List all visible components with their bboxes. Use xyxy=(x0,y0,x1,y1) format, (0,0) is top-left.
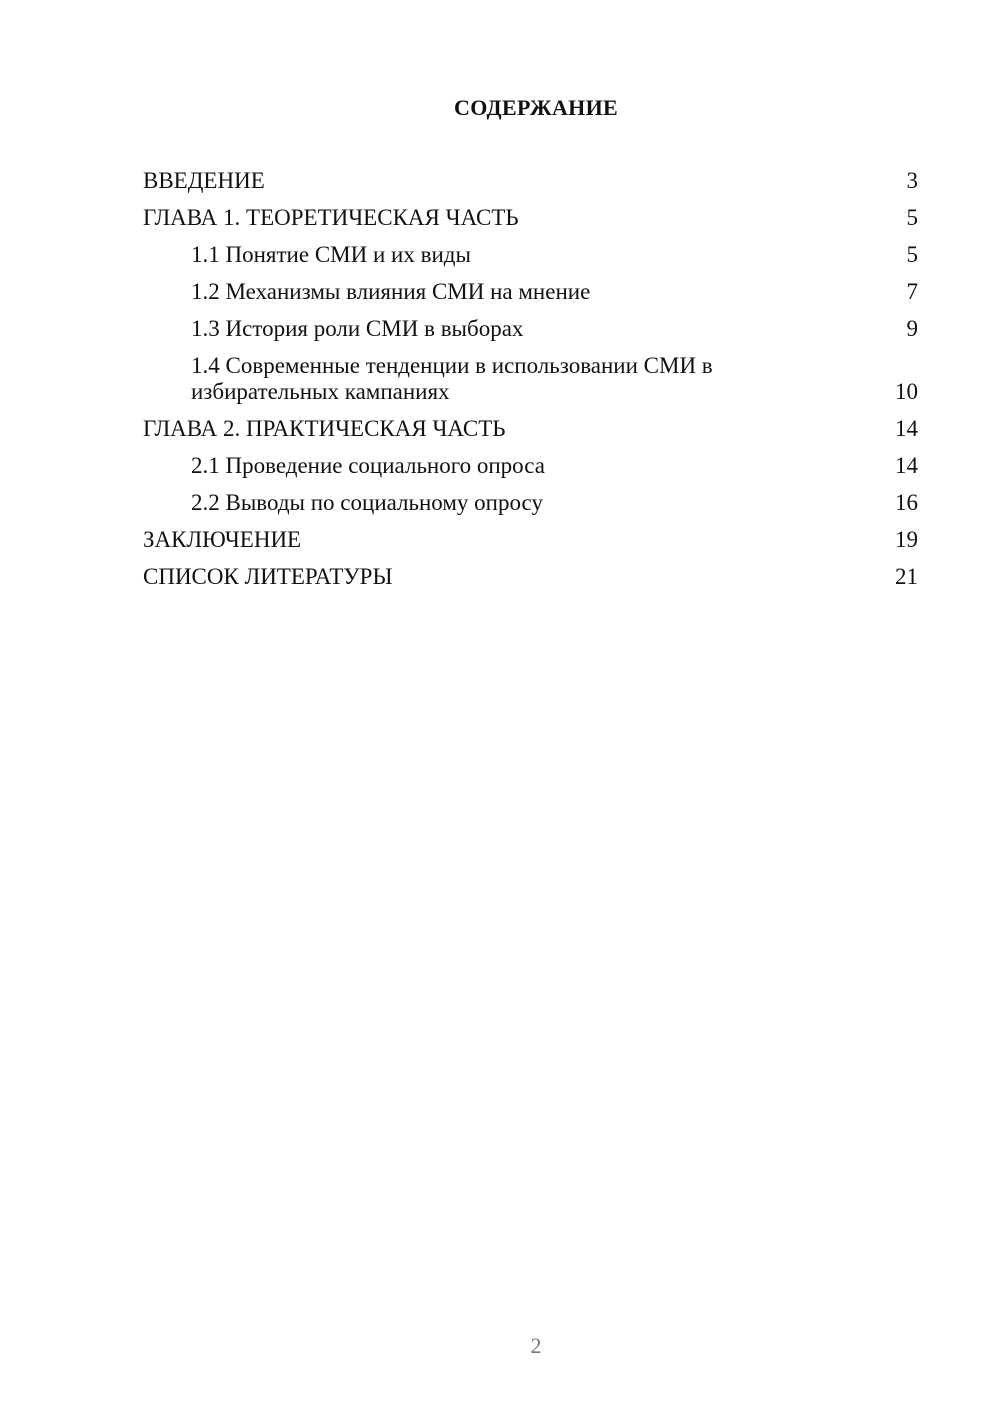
toc-entry-introduction[interactable] xyxy=(143,168,918,194)
toc-entry-section-1-1[interactable] xyxy=(143,242,918,268)
toc-entry-title: 1.1 Понятие СМИ и их виды xyxy=(191,242,471,267)
toc-entry-references[interactable] xyxy=(143,564,918,590)
page-number: 2 xyxy=(530,1333,542,1358)
toc-entry-section-1-2[interactable] xyxy=(143,279,918,305)
toc-entry-page: 3 xyxy=(906,168,918,193)
toc-entry-page: 5 xyxy=(906,242,918,267)
toc-entry-page: 19 xyxy=(895,527,918,552)
toc-entry-section-2-1[interactable] xyxy=(143,453,918,479)
toc-entry-chapter-1[interactable] xyxy=(143,205,918,231)
toc-entry-title: ГЛАВА 1. ТЕОРЕТИЧЕСКАЯ ЧАСТЬ xyxy=(143,205,519,230)
toc-entry-conclusion[interactable] xyxy=(143,527,918,553)
toc-entry-title: СПИСОК ЛИТЕРАТУРЫ xyxy=(143,564,393,589)
toc-entry-title: 2.1 Проведение социального опроса xyxy=(191,453,545,478)
toc-entry-title: 1.3 История роли СМИ в выборах xyxy=(191,316,524,341)
toc-entry-title: 2.2 Выводы по социальному опросу xyxy=(191,490,543,515)
page-title: СОДЕРЖАНИЕ xyxy=(454,95,618,120)
toc-entry-page: 9 xyxy=(906,316,918,341)
toc-entry-title: ЗАКЛЮЧЕНИЕ xyxy=(143,527,302,552)
toc-entry-title: 1.2 Механизмы влияния СМИ на мнение xyxy=(191,279,591,304)
toc-entry-page: 14 xyxy=(895,416,918,441)
toc-entry-chapter-2[interactable] xyxy=(143,416,918,442)
toc-entry-title: 1.4 Современные тенденции в использовании СМИ в избирательных кампаниях xyxy=(191,353,713,404)
table-of-contents xyxy=(143,168,918,601)
toc-entry-page: 21 xyxy=(895,564,918,589)
toc-entry-section-1-4[interactable] xyxy=(143,353,918,405)
toc-entry-section-1-3[interactable] xyxy=(143,316,918,342)
toc-entry-page: 5 xyxy=(906,205,918,230)
toc-entry-page: 7 xyxy=(906,279,918,304)
toc-entry-page: 14 xyxy=(895,453,918,478)
toc-entry-page: 16 xyxy=(895,490,918,515)
toc-entry-title: ГЛАВА 2. ПРАКТИЧЕСКАЯ ЧАСТЬ xyxy=(143,416,506,441)
toc-entry-section-2-2[interactable] xyxy=(143,490,918,516)
toc-entry-page: 10 xyxy=(895,379,918,404)
toc-entry-title: ВВЕДЕНИЕ xyxy=(143,168,265,193)
